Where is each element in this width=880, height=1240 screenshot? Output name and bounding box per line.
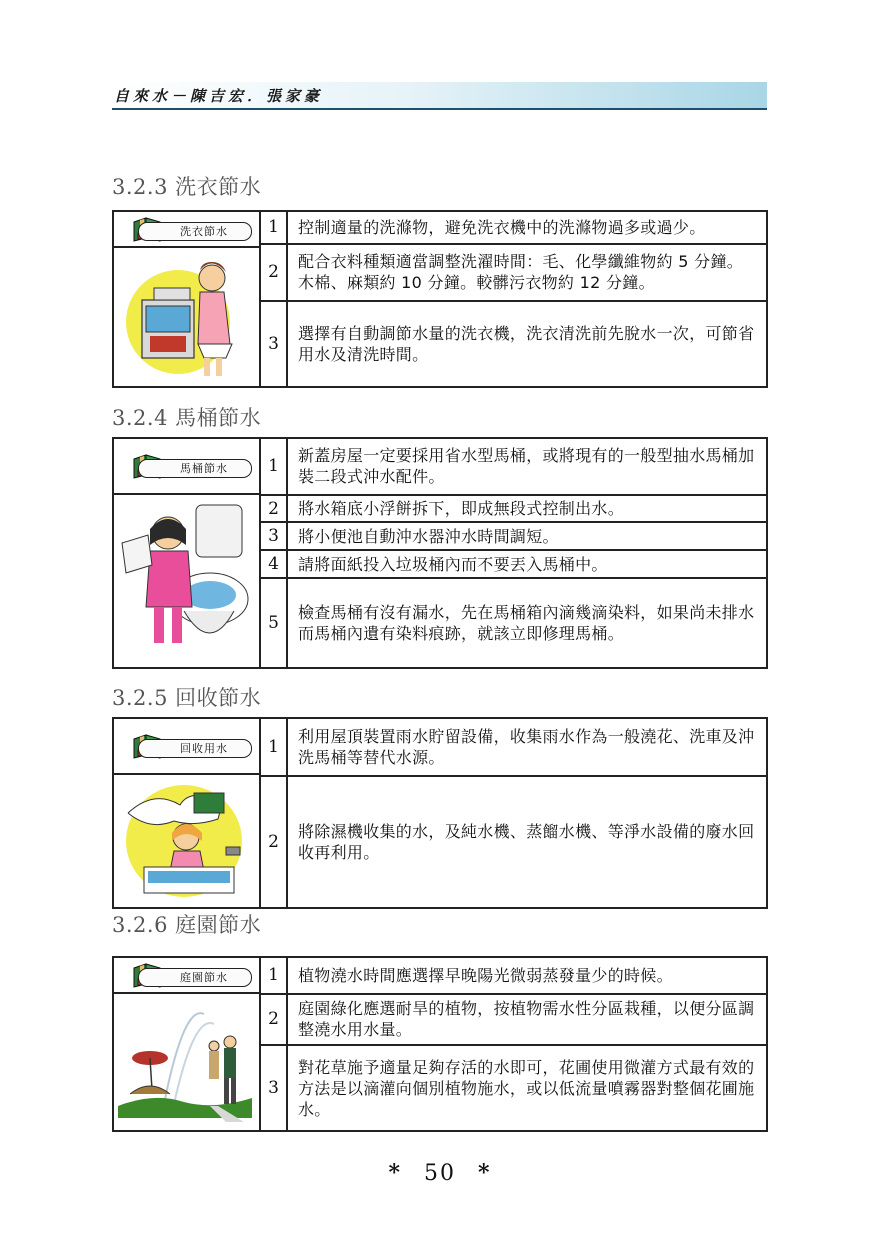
section-title-recycle: 3.2.5 回收節水 [112, 686, 262, 710]
item-text: 選擇有自動調節水量的洗衣機，洗衣清洗前先脫水一次，可節省用水及清洗時間。 [287, 301, 767, 387]
item-text: 配合衣料種類適當調整洗濯時間：毛、化學纖維物約 5 分鐘。木棉、麻類約 10 分鐘。較髒污衣物約 12 分鐘。 [287, 244, 767, 301]
item-number: 1 [260, 438, 287, 495]
recycle-tag [114, 719, 259, 775]
item-number: 3 [260, 301, 287, 387]
page-footer [0, 1160, 880, 1186]
recycle-illustration-cell [113, 718, 260, 908]
toilet-illustration [114, 495, 255, 663]
garden-tag [114, 958, 259, 994]
garden-table [112, 956, 768, 1132]
section-title-toilet: 3.2.4 馬桶節水 [112, 406, 262, 430]
section-title-laundry: 3.2.3 洗衣節水 [112, 175, 262, 199]
item-text: 利用屋頂裝置雨水貯留設備，收集雨水作為一般澆花、洗車及沖洗馬桶等替代水源。 [287, 718, 767, 776]
laundry-tag [114, 212, 259, 248]
toilet-tag [114, 439, 259, 495]
item-number: 1 [260, 718, 287, 776]
item-text: 植物澆水時間應選擇早晚陽光微弱蒸發量少的時候。 [287, 957, 767, 994]
item-number: 2 [260, 776, 287, 908]
star-icon: * [478, 1160, 492, 1186]
tag-label-pill: 洗衣節水 [138, 222, 252, 241]
garden-illustration-cell [113, 957, 260, 1131]
item-text: 將除濕機收集的水，及純水機、蒸餾水機、等淨水設備的廢水回收再利用。 [287, 776, 767, 908]
header-title: 自來水－陳吉宏．張家豪 [114, 87, 324, 105]
item-number: 2 [260, 495, 287, 522]
laundry-illustration-cell [113, 211, 260, 387]
item-number: 2 [260, 994, 287, 1045]
washing-machine-illustration [114, 248, 255, 382]
item-text: 新蓋房屋一定要採用省水型馬桶，或將現有的一般型抽水馬桶加裝二段式沖水配件。 [287, 438, 767, 495]
tag-label-pill: 回收用水 [138, 739, 252, 758]
laundry-table [112, 210, 768, 388]
item-text: 將小便池自動沖水器沖水時間調短。 [287, 522, 767, 549]
item-number: 2 [260, 244, 287, 301]
item-text: 控制適量的洗滌物，避免洗衣機中的洗滌物過多或過少。 [287, 211, 767, 244]
item-number: 1 [260, 957, 287, 994]
water-recycling-illustration [114, 775, 255, 903]
item-number: 5 [260, 578, 287, 668]
toilet-table [112, 437, 768, 669]
garden-watering-illustration [114, 994, 255, 1126]
item-text: 檢查馬桶有沒有漏水，先在馬桶箱內滴幾滴染料，如果尚未排水而馬桶內遺有染料痕跡，就該立即修理馬桶。 [287, 578, 767, 668]
item-number: 3 [260, 1045, 287, 1131]
tag-label-pill: 庭園節水 [138, 968, 252, 987]
running-header [112, 82, 767, 110]
tag-label-pill: 馬桶節水 [138, 459, 252, 478]
item-text: 庭園綠化應選耐旱的植物，按植物需水性分區栽種，以便分區調整澆水用水量。 [287, 994, 767, 1045]
star-icon: * [388, 1160, 402, 1186]
item-text: 對花草施予適量足夠存活的水即可，花圃使用微灌方式最有效的方法是以滴灌向個別植物施水，或以低流量噴霧器對整個花圃施水。 [287, 1045, 767, 1131]
item-number: 4 [260, 550, 287, 578]
item-number: 3 [260, 522, 287, 549]
item-number: 1 [260, 211, 287, 244]
page-number: 50 [424, 1161, 456, 1186]
toilet-illustration-cell [113, 438, 260, 668]
item-text: 請將面紙投入垃圾桶內而不要丟入馬桶中。 [287, 550, 767, 578]
section-title-garden: 3.2.6 庭園節水 [112, 913, 262, 937]
recycle-table [112, 717, 768, 909]
item-text: 將水箱底小浮餅拆下，即成無段式控制出水。 [287, 495, 767, 522]
